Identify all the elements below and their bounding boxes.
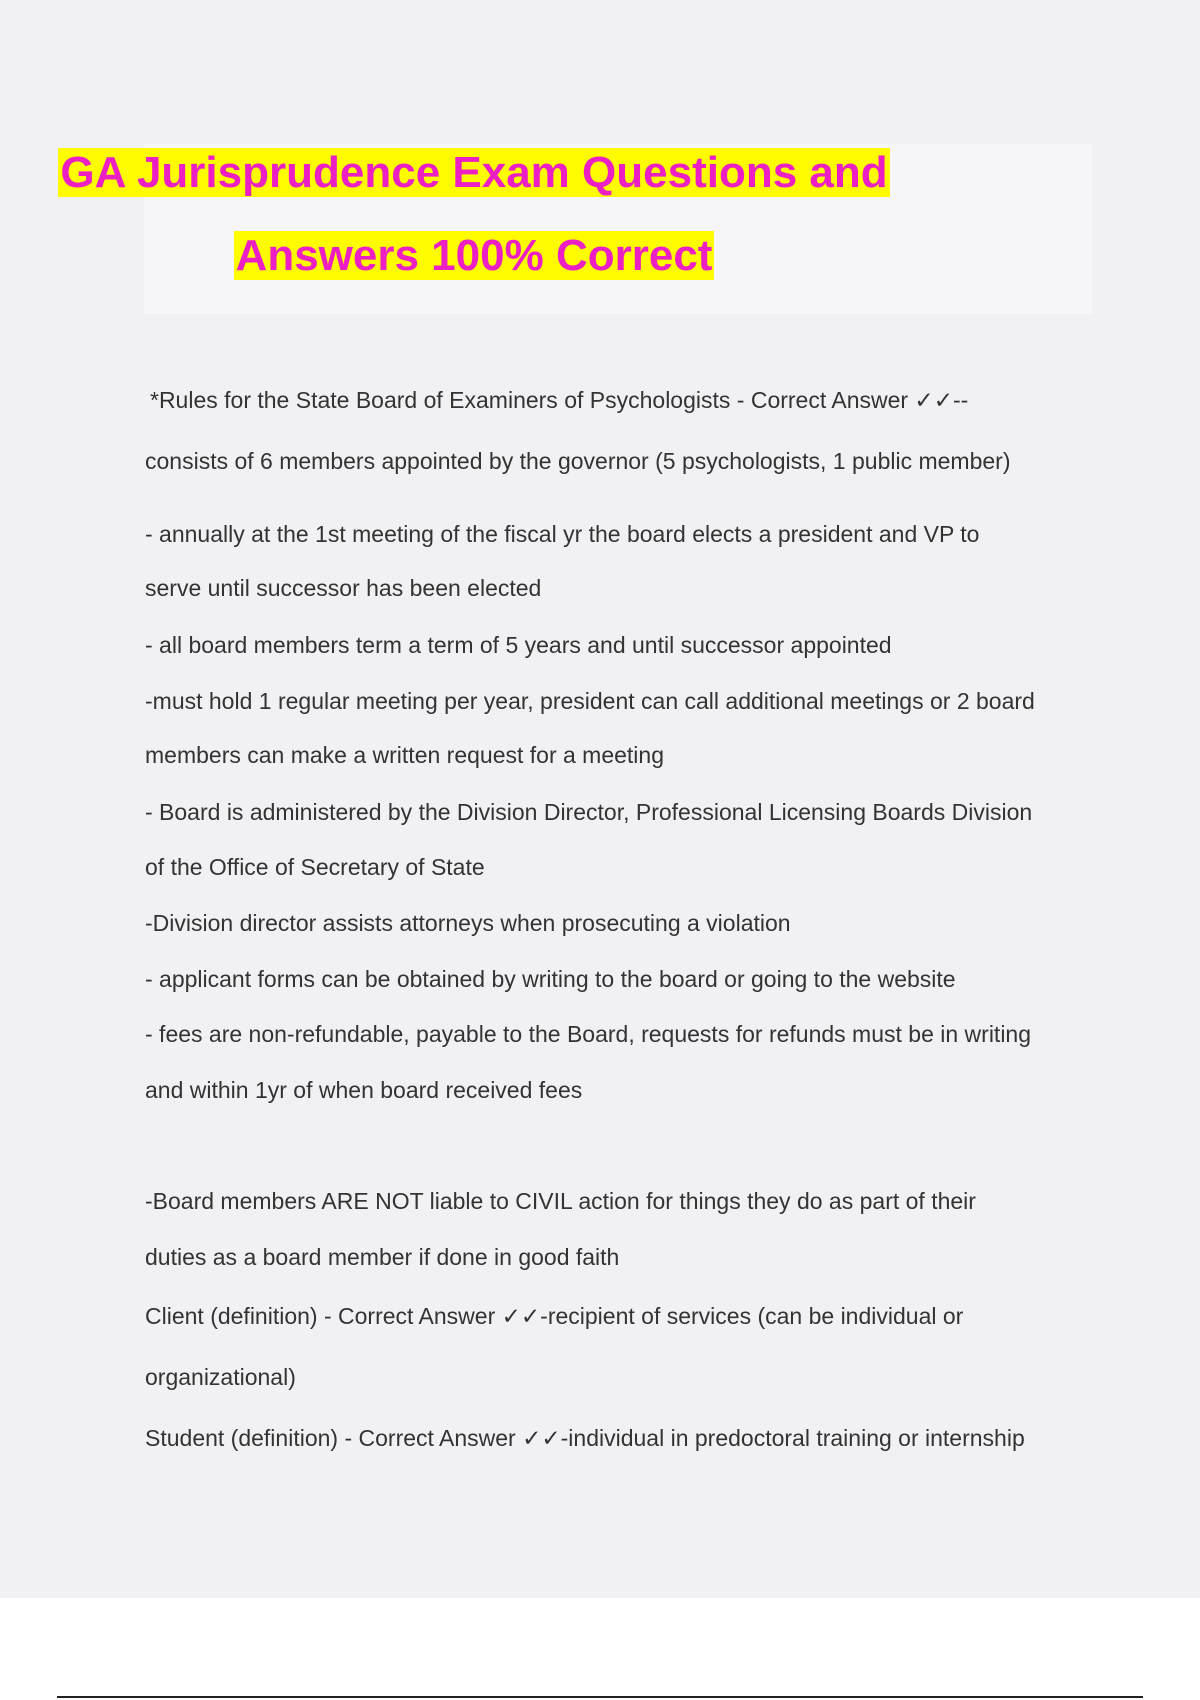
body-line: -Division director assists attorneys when prosecuting a violation	[145, 910, 791, 936]
body-line: organizational)	[145, 1364, 296, 1390]
body-line: of the Office of Secretary of State	[145, 854, 485, 880]
body-line: Student (definition) - Correct Answer ✓✓-individual in predoctoral training or internship	[145, 1425, 1025, 1451]
page-divider-line	[57, 1696, 1143, 1698]
body-line: members can make a written request for a meeting	[145, 742, 665, 768]
body-line: - all board members term a term of 5 years and until successor appointed	[145, 632, 892, 658]
body-line: - annually at the 1st meeting of the fiscal yr the board elects a president and VP to	[145, 521, 980, 547]
body-line: serve until successor has been elected	[145, 575, 542, 601]
body-line: -must hold 1 regular meeting per year, president can call additional meetings or 2 board	[145, 688, 1035, 714]
body-line: -Board members ARE NOT liable to CIVIL action for things they do as part of their	[145, 1188, 976, 1214]
body-line: Client (definition) - Correct Answer ✓✓-recipient of services (can be individual or	[145, 1303, 964, 1329]
document-title-line-2: Answers 100% Correct	[235, 231, 713, 280]
body-line: consists of 6 members appointed by the governor (5 psychologists, 1 public member)	[145, 448, 1011, 474]
body-line: and within 1yr of when board received fees	[145, 1077, 583, 1103]
body-line: - Board is administered by the Division Director, Professional Licensing Boards Division	[145, 799, 1033, 825]
body-line: - fees are non-refundable, payable to the Board, requests for refunds must be in writing	[145, 1021, 1032, 1047]
body-line: duties as a board member if done in good faith	[145, 1244, 620, 1270]
document-title-line-1: GA Jurisprudence Exam Questions and	[60, 148, 888, 197]
body-line: *Rules for the State Board of Examiners of Psychologists - Correct Answer ✓✓--	[150, 387, 969, 413]
body-line: - applicant forms can be obtained by writing to the board or going to the website	[145, 966, 956, 992]
